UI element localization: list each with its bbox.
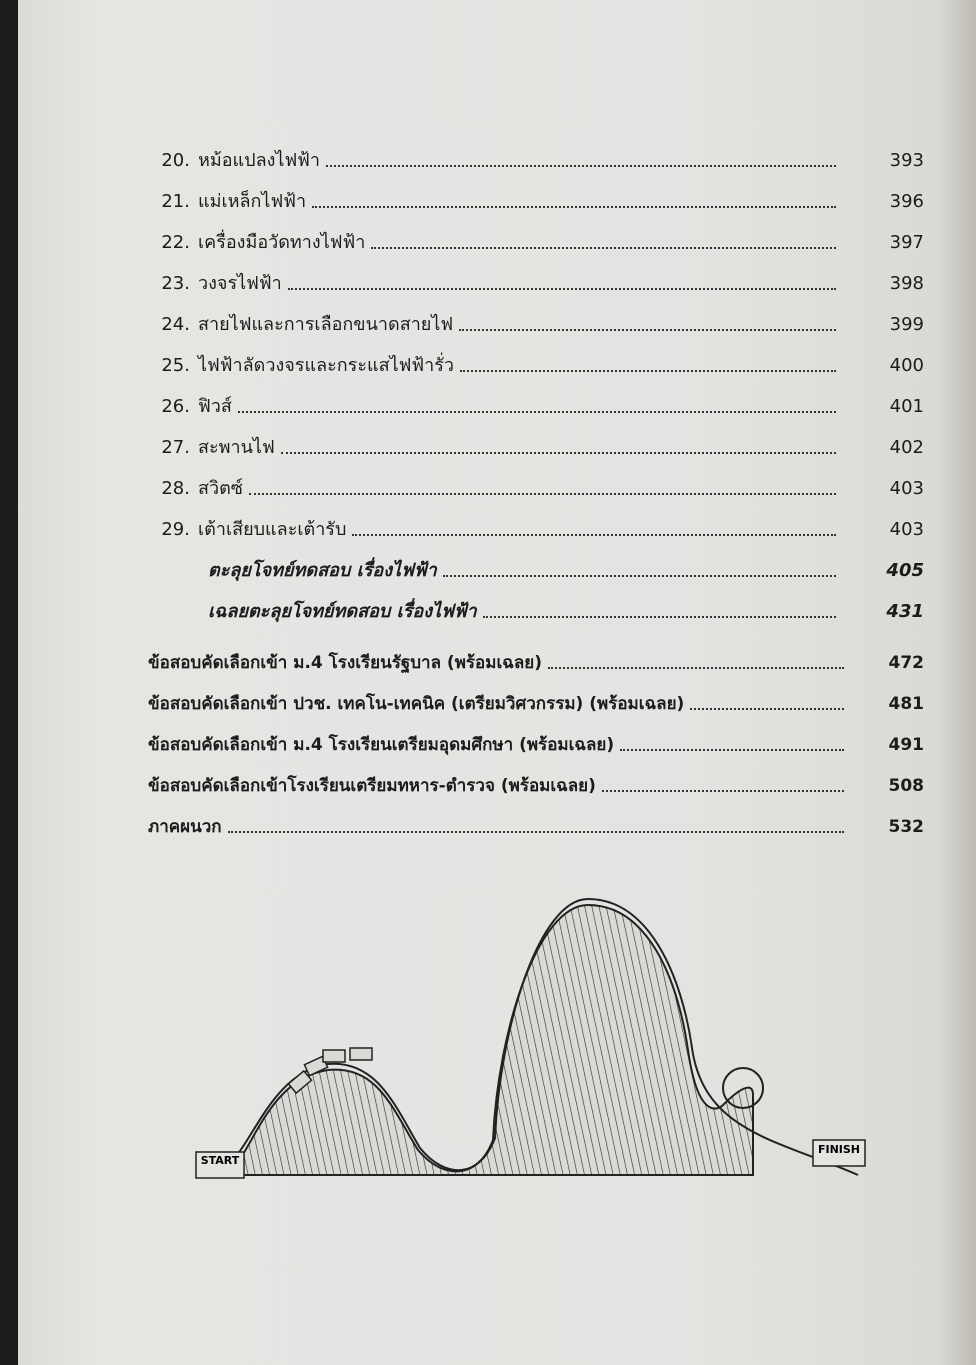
entry-page: 403 (889, 519, 924, 540)
entry-page: 491 (888, 735, 924, 755)
entry-page: 396 (889, 191, 924, 212)
entry-title: สายไฟและการเลือกขนาดสายไฟ (198, 314, 454, 335)
entry-page: 397 (889, 232, 924, 253)
entry-page: 402 (889, 437, 924, 458)
entry-page: 399 (889, 314, 924, 335)
toc-entry (156, 136, 924, 170)
entry-title: วงจรไฟฟ้า (198, 273, 282, 294)
toc-entry (148, 720, 924, 754)
dot-leader (602, 789, 844, 792)
toc-entry (148, 802, 924, 836)
dot-leader (371, 246, 836, 249)
entry-number: 25. (161, 355, 190, 376)
toc-entry (156, 341, 924, 375)
toc-entry (156, 177, 924, 211)
dot-leader (548, 666, 844, 669)
entry-page: 481 (888, 694, 924, 714)
finish-platform (813, 1140, 865, 1166)
toc-entry (208, 546, 924, 580)
entry-title: ข้อสอบคัดเลือกเข้า ม.4 โรงเรียนรัฐบาล (พร้อมเฉลย) (148, 653, 542, 673)
entry-title: ข้อสอบคัดเลือกเข้า ปวช. เทคโน-เทคนิค (เตรียมวิศวกรรม) (พร้อมเฉลย) (148, 694, 685, 714)
toc-entry (148, 761, 924, 795)
entry-number: 29. (161, 519, 190, 540)
entry-title: ข้อสอบคัดเลือกเข้า ม.4 โรงเรียนเตรียมอุดมศึกษา (พร้อมเฉลย) (148, 735, 615, 755)
entry-title: ข้อสอบคัดเลือกเข้าโรงเรียนเตรียมทหาร-ตำรวจ (พร้อมเฉลย) (148, 776, 596, 796)
entry-number: 24. (161, 314, 190, 335)
entry-number: 26. (161, 396, 190, 417)
entry-title: ตะลุยโจทย์ทดสอบ เรื่องไฟฟ้า (208, 560, 437, 581)
entry-number: 20. (161, 150, 190, 171)
start-label: START (200, 1154, 240, 1167)
entry-number: 23. (161, 273, 190, 294)
dot-leader (312, 205, 836, 208)
toc-entry (156, 259, 924, 293)
dot-leader (228, 830, 844, 833)
dot-leader (690, 707, 844, 710)
entry-title: เครื่องมือวัดทางไฟฟ้า (198, 232, 366, 253)
entry-page: 508 (888, 776, 924, 796)
coaster-structure (218, 905, 753, 1175)
toc-entry (148, 679, 924, 713)
entry-title: เต้าเสียบและเต้ารับ (198, 519, 347, 540)
dot-leader (281, 451, 836, 454)
start-platform (196, 1152, 244, 1178)
dot-leader (483, 615, 836, 618)
entry-title: หม้อแปลงไฟฟ้า (198, 150, 321, 171)
entry-page: 403 (889, 478, 924, 499)
entry-title: แม่เหล็กไฟฟ้า (198, 191, 307, 212)
entry-number: 21. (161, 191, 190, 212)
dot-leader (249, 492, 836, 495)
entry-title: สะพานไฟ (198, 437, 275, 458)
toc-entry (156, 300, 924, 334)
entry-page: 393 (889, 150, 924, 171)
toc-entry (156, 505, 924, 539)
dot-leader (352, 533, 836, 536)
toc-entry (148, 638, 924, 672)
dot-leader (326, 164, 836, 167)
toc-entry (156, 464, 924, 498)
page-shadow (936, 0, 976, 1365)
entry-page: 400 (889, 355, 924, 376)
entry-title: ภาคผนวก (148, 817, 222, 837)
toc-entry (156, 382, 924, 416)
entry-title: ฟิวส์ (198, 396, 232, 417)
entry-number: 28. (161, 478, 190, 499)
toc-entry (208, 587, 924, 621)
toc-entry (156, 218, 924, 252)
entry-number: 22. (161, 232, 190, 253)
entry-number: 27. (161, 437, 190, 458)
entry-title: ไฟฟ้าลัดวงจรและกระแสไฟฟ้ารั่ว (198, 355, 455, 376)
entry-page: 405 (886, 560, 924, 581)
dot-leader (620, 748, 844, 751)
dot-leader (459, 328, 836, 331)
entry-page: 401 (889, 396, 924, 417)
entry-page: 532 (888, 817, 924, 837)
entry-page: 431 (886, 601, 924, 622)
dot-leader (288, 287, 836, 290)
entry-title: เฉลยตะลุยโจทย์ทดสอบ เรื่องไฟฟ้า (208, 601, 477, 622)
dot-leader (443, 574, 836, 577)
entry-page: 472 (888, 653, 924, 673)
dot-leader (460, 369, 836, 372)
book-page (18, 0, 976, 1365)
dot-leader (238, 410, 836, 413)
entry-title: สวิตซ์ (198, 478, 243, 499)
finish-label: FINISH (817, 1143, 861, 1156)
entry-page: 398 (889, 273, 924, 294)
toc-entry (156, 423, 924, 457)
roller-coaster-illustration (178, 880, 878, 1200)
